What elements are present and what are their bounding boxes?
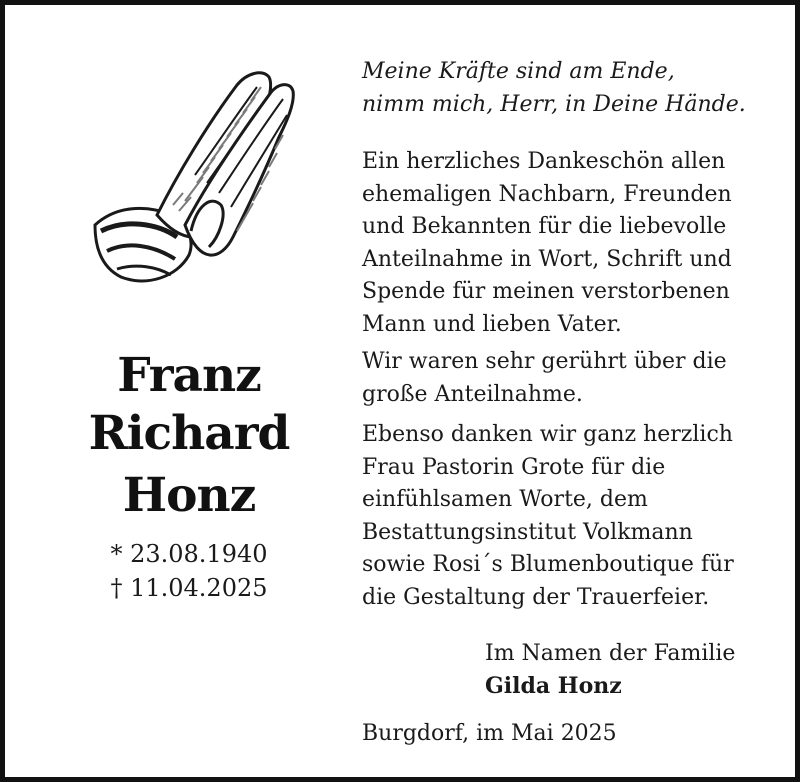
quote-line: Meine Kräfte sind am Ende, bbox=[362, 59, 675, 84]
text-line: Mann und lieben Vater. bbox=[362, 311, 622, 337]
praying-hands-icon bbox=[87, 55, 297, 300]
text-line: Frau Pastorin Grote für die bbox=[362, 454, 666, 480]
text-line: ehemaligen Nachbarn, Freunden bbox=[362, 181, 732, 207]
quote-line: nimm mich, Herr, in Deine Hände. bbox=[362, 92, 746, 117]
text-line: Bestattungsinstitut Volkmann bbox=[362, 519, 693, 545]
text-line: Ein herzliches Dankeschön allen bbox=[362, 149, 726, 174]
text-line: sowie Rosi´s Blumenboutique für bbox=[362, 552, 734, 577]
acknowledgement-paragraph bbox=[362, 419, 782, 614]
text-line: Ebenso danken wir ganz herzlich bbox=[362, 422, 733, 447]
text-line: und Bekannten für die liebevolle bbox=[362, 214, 727, 239]
text-line: große Anteilnahme. bbox=[362, 381, 583, 407]
text-line: Anteilnahme in Wort, Schrift und bbox=[362, 246, 732, 272]
signature-intro: Im Namen der Familie bbox=[485, 641, 736, 666]
text-line: Spende für meinen verstorbenen bbox=[362, 279, 730, 304]
signature-block bbox=[485, 637, 785, 703]
deceased-first-name: Franz bbox=[117, 348, 261, 403]
quote bbox=[362, 55, 782, 121]
text-line: einfühlsamen Worte, dem bbox=[362, 487, 648, 512]
deceased-middle-name: Richard bbox=[88, 406, 290, 461]
thanks-paragraph bbox=[362, 146, 782, 341]
text-line: die Gestaltung der Trauerfeier. bbox=[362, 584, 710, 610]
signature-name: Gilda Honz bbox=[485, 673, 622, 699]
moved-paragraph bbox=[362, 346, 782, 411]
deceased-last-name: Honz bbox=[122, 468, 256, 523]
text-line: Wir waren sehr gerührt über die bbox=[362, 349, 727, 374]
death-date: † 11.04.2025 bbox=[110, 574, 268, 602]
place-date: Burgdorf, im Mai 2025 bbox=[362, 721, 617, 746]
birth-date: * 23.08.1940 bbox=[110, 540, 268, 568]
